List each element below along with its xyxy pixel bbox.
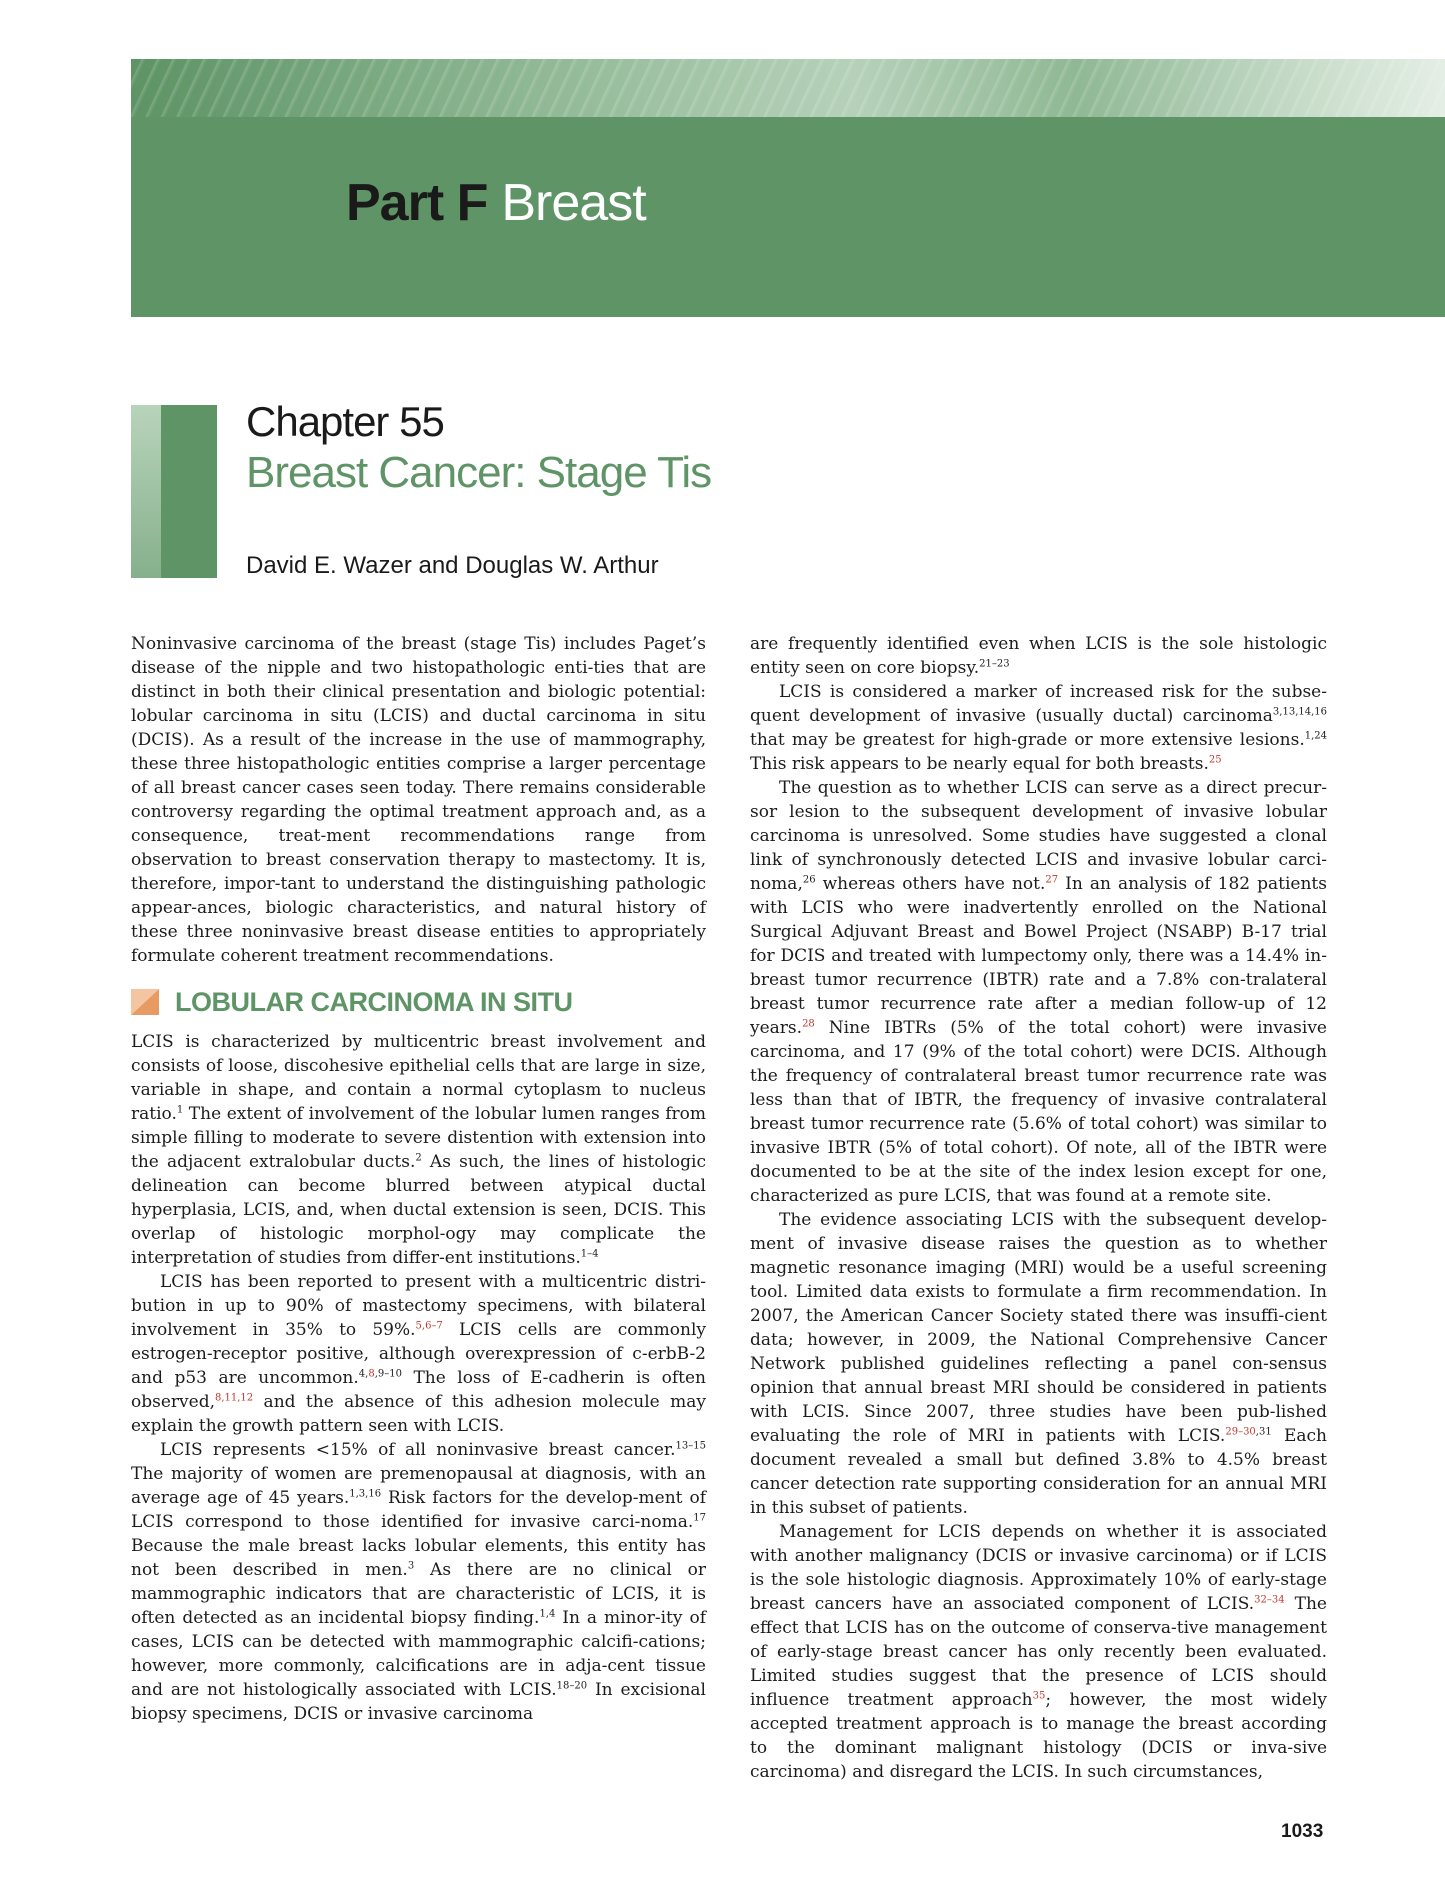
left-column: [131, 632, 706, 1726]
part-title: [346, 168, 646, 238]
section-title: LOBULAR CARCINOMA IN SITU: [175, 987, 573, 1017]
section-heading: [131, 982, 706, 1022]
chapter-decoration-bar: [131, 405, 217, 578]
paragraph-precursor-lesion: The question as to whether LCIS can serve as a direct precur-sor lesion to the subsequent development of invasive lobular carcinoma is unresolved. Some studies have suggested a clonal link of synchronously detected LCIS and invasive lobular carci-noma,$^{26}$ whereas others have not.$^{27}$ In an analysis of 182 patients with LCIS who were inadvertently enrolled on the National Surgical Adjuvant Breast and Bowel Project (NSABP) B-17 trial for DCIS and treated with lumpectomy only, there was a 14.4% in-breast tumor recurrence (IBTR) rate and a 7.8% con-tralateral breast tumor recurrence rate after a median follow-up of 12 years.$^{28}$ Nine IBTRs (5% of the total cohort) were invasive carcinoma, and 17 (9% of the total cohort) were DCIS. Although the frequency of contralateral breast tumor recurrence rate was less than that of IBTR, the frequency of invasive contralateral breast tumor recurrence rate (5.6% of total cohort) was similar to invasive IBTR (5% of total cohort). Of note, all of the IBTR were documented to be at the site of the index lesion except for one, characterized as pure LCIS, that was found at a remote site.: [750, 778, 1327, 1206]
section-marker-icon: [131, 989, 159, 1015]
paragraph-risk-marker: LCIS is considered a marker of increased risk for the subse-quent development of invasive (usually ductal) carcinoma$^{3,13,14,16}$ that may be greatest for high-grade or more extensive lesions.$^{1,24}$ This risk appears to be nearly equal for both breasts.$^{25}$: [750, 682, 1327, 774]
intro-paragraph: Noninvasive carcinoma of the breast (stage Tis) includes Paget’s disease of the nipple and two histopathologic enti-ties that are distinct in both their clinical presentation and biologic potential: lobular carcinoma in situ (LCIS) and ductal carcinoma in situ (DCIS). As a result of the increase in the use of mammography, these three histopathologic entities comprise a larger percentage of all breast cancer cases seen today. There remains considerable controversy regarding the optimal treatment approach and, as a consequence, treat-ment recommendations range from observation to breast conservation therapy to mastectomy. It is, therefore, impor-tant to understand the distinguishing pathologic appear-ances, biologic characteristics, and natural history of these three noninvasive breast disease entities to appropriately formulate coherent treatment recommendations.: [131, 634, 706, 966]
chapter-decoration-light-stripe: [131, 405, 161, 578]
paragraph-lcis-multicentric: LCIS has been reported to present with a multicentric distri-bution in up to 90% of mastectomy specimens, with bilateral involvement in 35% to 59%.$^{5,6-7}$ LCIS cells are commonly estrogen-receptor positive, although overexpression of c-erbB-2 and p53 are uncommon.$^{4,8,9-10}$ The loss of E-cadherin is often observed,$^{8,11,12}$ and the absence of this adhesion molecule may explain the growth pattern seen with LCIS.: [131, 1272, 706, 1436]
paragraph-lcis-incidence: LCIS represents <15% of all noninvasive breast cancer.$^{13-15}$ The majority of women are premenopausal at diagnosis, with an average age of 45 years.$^{1,3,16}$ Risk factors for the develop-ment of LCIS correspond to those identified for invasive carci-noma.$^{17}$ Because the male breast lacks lobular elements, this entity has not been described in men.$^3$ As there are no clinical or mammographic indicators that are characteristic of LCIS, it is often detected as an incidental biopsy finding.$^{1,4}$ In a minor-ity of cases, LCIS can be detected with mammographic calcifi-cations; however, more commonly, calcifications are in adja-cent tissue and are not histologically associated with LCIS.$^{18-20}$ In excisional biopsy specimens, DCIS or invasive carcinoma: [131, 1440, 707, 1724]
part-banner: [131, 59, 1445, 317]
chapter-authors: David E. Wazer and Douglas W. Arthur: [246, 552, 659, 579]
paragraph-mri-screening: The evidence associating LCIS with the subsequent develop-ment of invasive disease raises the question as to whether magnetic resonance imaging (MRI) would be a useful screening tool. Limited data exists to formulate a firm recommendation. In 2007, the American Cancer Society stated there was insuffi-cient data; however, in 2009, the National Comprehensive Cancer Network published guidelines reflecting a panel con-sensus opinion that annual breast MRI should be considered in patients with LCIS. Since 2007, three studies have been pub-lished evaluating the role of MRI in patients with LCIS.$^{29-30,31}$ Each document revealed a small but defined 3.8% to 4.5% breast cancer detection rate supporting consideration for an annual MRI in this subset of patients.: [750, 1210, 1328, 1518]
chapter-title: Breast Cancer: Stage Tis: [246, 448, 712, 497]
part-label: Part F: [346, 174, 488, 232]
banner-texture: [131, 59, 1445, 117]
paragraph-lcis-characteristics: LCIS is characterized by multicentric breast involvement and consists of loose, discohesive epithelial cells that are large in size, variable in shape, and contain a normal cytoplasm to nucleus ratio.$^1$ The extent of involvement of the lobular lumen ranges from simple filling to moderate to severe distention with extension into the adjacent extralobular ducts.$^2$ As such, the lines of histologic delineation can become blurred between atypical ductal hyperplasia, LCIS, and, when ductal extension is seen, DCIS. This overlap of histologic morphol-ogy may complicate the interpretation of studies from differ-ent institutions.$^{1-4}$: [131, 1032, 706, 1268]
page-number: 1033: [1281, 1821, 1324, 1842]
paragraph-continued: are frequently identified even when LCIS is the sole histologic entity seen on core biopsy.$^{21-23}$: [750, 634, 1327, 678]
chapter-decoration-dark-stripe: [161, 405, 217, 578]
part-name: Breast: [501, 174, 646, 232]
chapter-number: Chapter 55: [246, 398, 444, 445]
right-column: [750, 632, 1327, 1784]
paragraph-management: Management for LCIS depends on whether it is associated with another malignancy (DCIS or invasive carcinoma) or if LCIS is the sole histologic diagnosis. Approximately 10% of early-stage breast cancers have an associated component of LCIS.$^{32-34}$ The effect that LCIS has on the outcome of conserva-tive management of early-stage breast cancer has only recently been evaluated. Limited studies suggest that the presence of LCIS should influence treatment approach$^{35}$; however, the most widely accepted treatment approach is to manage the breast according to the dominant malignant histology (DCIS or inva-sive carcinoma) and disregard the LCIS. In such circumstances,: [750, 1522, 1327, 1782]
